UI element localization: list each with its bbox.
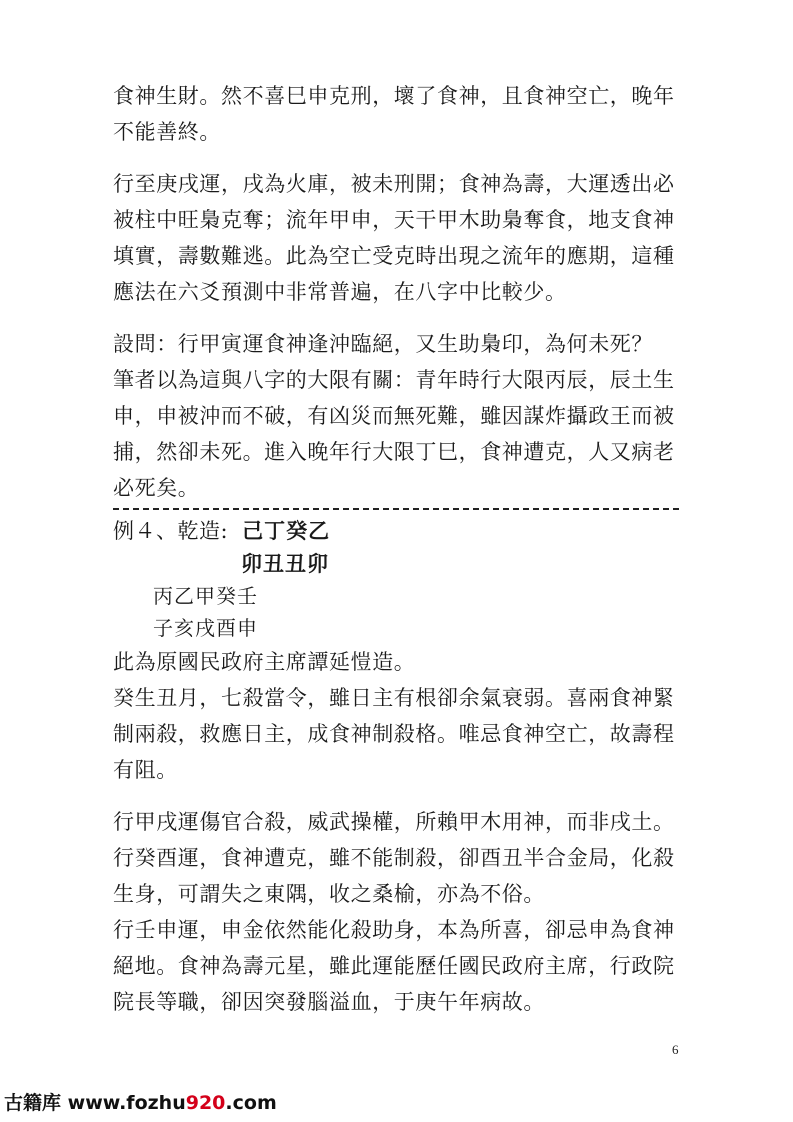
text-line: 行壬申運，申金依然能化殺助身，本為所喜，卻忌申為食神 — [113, 918, 675, 942]
chart-stems: 己丁癸乙 — [242, 519, 331, 543]
case-label: 例４、乾造: — [113, 519, 229, 543]
watermark-suffix: .com — [225, 1092, 277, 1114]
case-heading — [113, 514, 683, 548]
text-line: 設問：行甲寅運食神逢沖臨絕，又生助梟印，為何未死？ — [113, 332, 653, 356]
paragraph-3 — [113, 326, 683, 506]
watermark-number: 920 — [185, 1092, 226, 1114]
text-line: 癸生丑月，七殺當令，雖日主有根卻余氣衰弱。喜兩食神緊 — [113, 686, 675, 710]
text-line: 填實，壽數難逃。此為空亡受克時出現之流年的應期，這種 — [113, 244, 675, 268]
text-line: 有阻。 — [113, 758, 178, 782]
text-line: 不能善終。 — [113, 120, 221, 144]
chart-branches: 卯丑丑卯 — [241, 552, 329, 576]
luck-stems: 丙乙甲癸壬 — [153, 584, 258, 608]
text-line: 此為原國民政府主席譚延愷造。 — [113, 650, 416, 674]
text-line: 申，申被沖而不破，有凶災而無死難，雖因謀炸攝政王而被 — [113, 404, 675, 428]
text-line: 生身，可謂失之東隅，收之桑榆，亦為不俗。 — [113, 882, 545, 906]
text-line: 絕地。食神為壽元星，雖此運能歷任國民政府主席，行政院 — [113, 954, 675, 978]
dashed-divider — [113, 508, 679, 510]
text-line: 捕，然卻未死。進入晚年行大限丁巳，食神遭克，人又病老 — [113, 440, 675, 464]
watermark-brand: 古籍库 — [4, 1092, 62, 1114]
paragraph-5 — [113, 804, 683, 1020]
page-body — [113, 78, 683, 1020]
text-line: 筆者以為這與八字的大限有關：青年時行大限丙辰，辰土生 — [113, 368, 675, 392]
page-number: 6 — [672, 1042, 679, 1057]
watermark-prefix: www.fozhu — [67, 1092, 186, 1114]
text-line: 被柱中旺梟克奪；流年甲申，天干甲木助梟奪食，地支食神 — [113, 208, 675, 232]
paragraph-2 — [113, 166, 683, 310]
text-line: 制兩殺，救應日主，成食神制殺格。唯忌食神空亡，故壽程 — [113, 722, 675, 746]
luck-branches: 子亥戌酉申 — [153, 616, 258, 640]
paragraph-1 — [113, 78, 683, 150]
text-line: 必死矣。 — [113, 476, 200, 500]
site-watermark — [4, 1088, 277, 1115]
text-line: 行甲戌運傷官合殺，威武操權，所賴甲木用神，而非戌土。 — [113, 810, 675, 834]
text-line: 行癸酉運，食神遭克，雖不能制殺，卻酉丑半合金局，化殺 — [113, 846, 675, 870]
paragraph-4 — [113, 644, 683, 788]
text-line: 行至庚戌運，戌為火庫，被未刑開；食神為壽，大運透出必 — [113, 172, 675, 196]
text-line: 食神生財。然不喜巳申克刑，壞了食神，且食神空亡，晚年 — [113, 84, 675, 108]
text-line: 應法在六爻預測中非常普遍，在八字中比較少。 — [113, 280, 567, 304]
text-line: 院長等職，卻因突發腦溢血，于庚午年病故。 — [113, 990, 545, 1014]
